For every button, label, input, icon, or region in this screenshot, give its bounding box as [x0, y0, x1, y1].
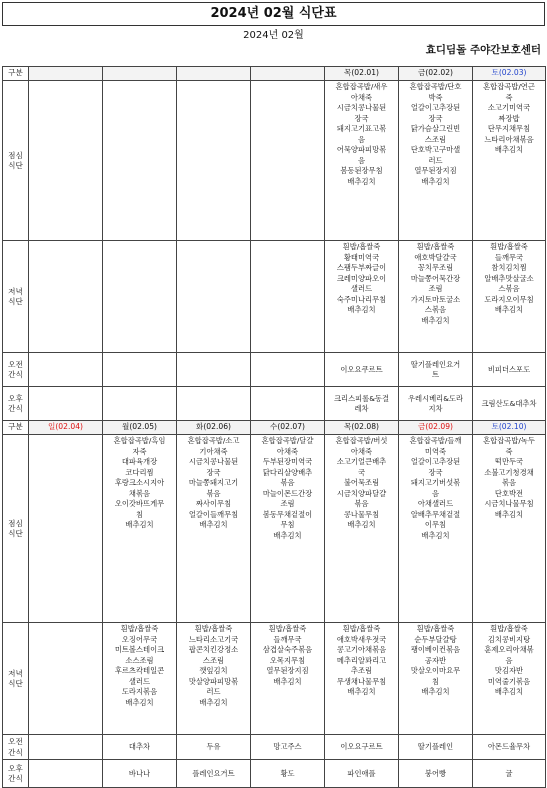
dinner-cell: [251, 623, 325, 735]
day-label: 월(02.05): [122, 422, 157, 432]
day-header: [325, 67, 399, 81]
am_snack-cell: [473, 353, 546, 387]
pm_snack-cell: [103, 387, 177, 421]
menu-text: 아몬드율무차: [487, 742, 531, 752]
day-header: [251, 421, 325, 435]
am_snack-cell: [325, 353, 399, 387]
day-label: 목(02.01): [344, 68, 379, 78]
dinner-cell: [325, 623, 399, 735]
row-label-lunch: 점심 식단: [3, 435, 29, 623]
am_snack-cell: [399, 353, 473, 387]
am_snack-cell: [399, 735, 473, 760]
menu-text: 흰밥/흡쌀죽 애호박달걀국 꽁치무조림 마늘쫑어묵간장 조림 가지토마토굴소 스볶음 배추김치: [410, 242, 461, 325]
dinner-cell: [251, 241, 325, 353]
menu-text: 혼합잡곡밥/소고 기아채죽 시금치콩나물된 장국 마늘쫑돼지고기 볶음 짜사이무침 얼갈이들깨무침 배추김치: [187, 436, 240, 529]
menu-text: 혼합잡곡밥/버섯 아채죽 소고기얼큰배추 국 불어묵조림 시금치양파달걀 볶음 콩나물무침 배추김치: [335, 436, 388, 529]
menu-text: 흰밥/흡쌀죽 김치콩비지탕 훈제오리아채볶 음 맛김자반 미역줄기볶음 배추김치: [484, 624, 534, 696]
menu-text: 혼합잡곡밥/새우 아채죽 시금치콩나물된 장국 돼지고기표고볶 음 어묵양파피망볶 음 봄동된장무침 배추김치: [335, 82, 388, 186]
lunch-cell: [473, 435, 546, 623]
menu-text: 바나나: [128, 768, 151, 778]
pm_snack-cell: [399, 387, 473, 421]
menu-text: 혼합잡곡밥/녹두 죽 떡만두국 소불고기청경채 볶음 단호박전 시금치나물무침 배추김치: [483, 436, 535, 519]
week2-row-days: [3, 421, 546, 435]
lunch-cell: [29, 435, 103, 623]
menu-text: 혼합잡곡밥/흑임 자죽 대파육개장 코다리찜 후랑크소시지아 채볶음 오이갓바뜨게무 침 배추김치: [113, 436, 166, 529]
lunch-cell: [251, 435, 325, 623]
day-label: 토(02.10): [491, 422, 527, 432]
page-subtitle: 2024년 02월: [243, 30, 304, 41]
am_snack-cell: [103, 353, 177, 387]
am_snack-cell: [251, 735, 325, 760]
week2-row-dinner: [3, 623, 546, 735]
row-label-am_snack: 오전 간식: [3, 735, 29, 760]
dinner-cell: [399, 623, 473, 735]
day-label: 화(02.06): [196, 422, 231, 432]
am_snack-cell: [177, 353, 251, 387]
menu-text: 흰밥/흡쌀죽 느타리소고기국 팝콘치킨강정소 스조림 깻잎김치 맛살양파피망볶 러드 배추김치: [188, 624, 239, 707]
menu-text: 혼합잡곡밥/단호 박죽 얼갈이고추장된 장국 닭가슴살그린빈 스조림 단호박고구마샐 러드 열무된장지짐 배추김치: [409, 82, 462, 186]
dinner-cell: [103, 241, 177, 353]
am_snack-cell: [103, 735, 177, 760]
lunch-cell: [399, 81, 473, 241]
pm_snack-cell: [399, 760, 473, 788]
menu-text: 혼합잡곡밥/들깨 미역죽 얼갈이고추장된 장국 돼지고기버섯볶 음 아채샐러드 알배추무채겉절 이무침 배추김치: [409, 436, 462, 540]
menu-text: 이오요구르트: [340, 742, 383, 752]
day-label: 일(02.04): [48, 422, 83, 432]
pm_snack-cell: [473, 387, 546, 421]
row-label-header: 구분: [3, 421, 29, 435]
menu-text: 흰밥/흡쌀죽 순두부달걀탕 팽이베이컨볶음 공자반 맛살오이마요무 침 배추김치: [410, 624, 461, 696]
dinner-cell: [103, 623, 177, 735]
dinner-cell: [29, 241, 103, 353]
pm_snack-cell: [251, 760, 325, 788]
pm_snack-cell: [29, 387, 103, 421]
dinner-cell: [473, 241, 546, 353]
row-label-lunch: 점심 식단: [3, 81, 29, 241]
am_snack-cell: [29, 353, 103, 387]
menu-text: 딸기플레인요거 트: [410, 359, 461, 379]
week2-row-lunch: [3, 435, 546, 623]
dinner-cell: [177, 241, 251, 353]
row-label-dinner: 저녁 식단: [3, 241, 29, 353]
day-header: [29, 67, 103, 81]
day-header: [103, 421, 177, 435]
row-label-am_snack: 오전 간식: [3, 353, 29, 387]
menu-text: 플레인요거트: [192, 768, 235, 778]
lunch-cell: [473, 81, 546, 241]
menu-text: 귤: [505, 768, 513, 778]
lunch-cell: [103, 81, 177, 241]
day-header: [473, 67, 546, 81]
menu-text: 우레시베리&도라 지차: [407, 393, 464, 413]
pm_snack-cell: [177, 760, 251, 788]
menu-text: 흰밥/흡쌀죽 들깨무국 삼겹살숙주볶음 오목지무침 열무된장지짐 배추김치: [262, 624, 313, 686]
meal-plan-table: [2, 66, 546, 788]
week2-row-am_snack: [3, 735, 546, 760]
row-label-pm_snack: 오후 간식: [3, 387, 29, 421]
week1-row-pm_snack: [3, 387, 546, 421]
day-header: [399, 67, 473, 81]
lunch-cell: [251, 81, 325, 241]
day-label: 목(02.08): [344, 422, 379, 432]
dinner-cell: [473, 623, 546, 735]
dinner-cell: [29, 623, 103, 735]
lunch-cell: [325, 435, 399, 623]
menu-text: 황도: [280, 768, 295, 778]
menu-text: 딸기플레인: [417, 742, 454, 752]
pm_snack-cell: [473, 760, 546, 788]
row-label-dinner: 저녁 식단: [3, 623, 29, 735]
page-title: 2024년 02월 식단표: [2, 2, 545, 26]
menu-text: 흰밥/흡쌀죽 황태미역국 스팸두부짜글이 크레미양파오이 샐러드 숙주미나리무침 배추김치: [336, 242, 387, 314]
lunch-cell: [177, 81, 251, 241]
dinner-cell: [177, 623, 251, 735]
day-label: 토(02.03): [491, 68, 527, 78]
day-header: [177, 421, 251, 435]
lunch-cell: [177, 435, 251, 623]
menu-text: 두유: [206, 742, 221, 752]
menu-text: 이오요쿠르트: [340, 364, 383, 374]
dinner-cell: [399, 241, 473, 353]
menu-text: 파인애플: [347, 768, 376, 778]
day-header: [177, 67, 251, 81]
day-header: [29, 421, 103, 435]
lunch-cell: [29, 81, 103, 241]
day-header: [251, 67, 325, 81]
menu-text: 대추차: [128, 742, 151, 752]
week1-row-lunch: [3, 81, 546, 241]
day-header: [473, 421, 546, 435]
day-label: 금(02.09): [418, 422, 453, 432]
dinner-cell: [325, 241, 399, 353]
menu-text: 흰밥/흡쌀죽 들깨무국 참치김치찜 알배추맛살굴소 스볶음 도라지오이무침 배추김치: [484, 242, 534, 314]
week1-row-dinner: [3, 241, 546, 353]
menu-text: 붕어빵: [424, 768, 447, 778]
pm_snack-cell: [325, 387, 399, 421]
am_snack-cell: [177, 735, 251, 760]
day-header: [103, 67, 177, 81]
menu-text: 비피더스포도: [487, 364, 531, 374]
menu-text: 크리스피롤&동결 레차: [333, 393, 390, 413]
row-label-pm_snack: 오후 간식: [3, 760, 29, 788]
am_snack-cell: [29, 735, 103, 760]
menu-text: 흰밥/흡쌀죽 오징어무국 미트볼스테이크 소스조림 후르츠칵테일콘 샐러드 도라지볶음 배추김치: [114, 624, 165, 707]
week2-row-pm_snack: [3, 760, 546, 788]
pm_snack-cell: [251, 387, 325, 421]
am_snack-cell: [251, 353, 325, 387]
row-label-header: 구분: [3, 67, 29, 81]
lunch-cell: [103, 435, 177, 623]
day-label: 수(02.07): [270, 422, 305, 432]
center-name: 효디딤돌 주야간보호센터: [425, 44, 541, 56]
day-label: 금(02.02): [418, 68, 453, 78]
menu-text: 크림산도&대추차: [481, 398, 537, 408]
week1-row-days: [3, 67, 546, 81]
day-header: [325, 421, 399, 435]
pm_snack-cell: [103, 760, 177, 788]
am_snack-cell: [473, 735, 546, 760]
menu-text: 흰밥/흡쌀죽 애호박새우젓국 콩고기아채볶음 메추리알꽈리고 추조림 무생채나물무침 배추김치: [336, 624, 387, 696]
week1-row-am_snack: [3, 353, 546, 387]
pm_snack-cell: [177, 387, 251, 421]
pm_snack-cell: [29, 760, 103, 788]
lunch-cell: [325, 81, 399, 241]
day-header: [399, 421, 473, 435]
menu-text: 망고주스: [273, 742, 302, 752]
am_snack-cell: [325, 735, 399, 760]
menu-text: 혼합잡곡밥/달걀 아채죽 두부된장미역국 닭다리살양배추 볶음 마늘이몬드간장 조림 봄동무채겉절이 무침 배추김치: [261, 436, 314, 540]
menu-text: 혼합잡곡밥/연근 죽 소고기미역국 짜장밥 단무지채무침 느타리아채볶음 배추김치: [483, 82, 535, 154]
lunch-cell: [399, 435, 473, 623]
pm_snack-cell: [325, 760, 399, 788]
